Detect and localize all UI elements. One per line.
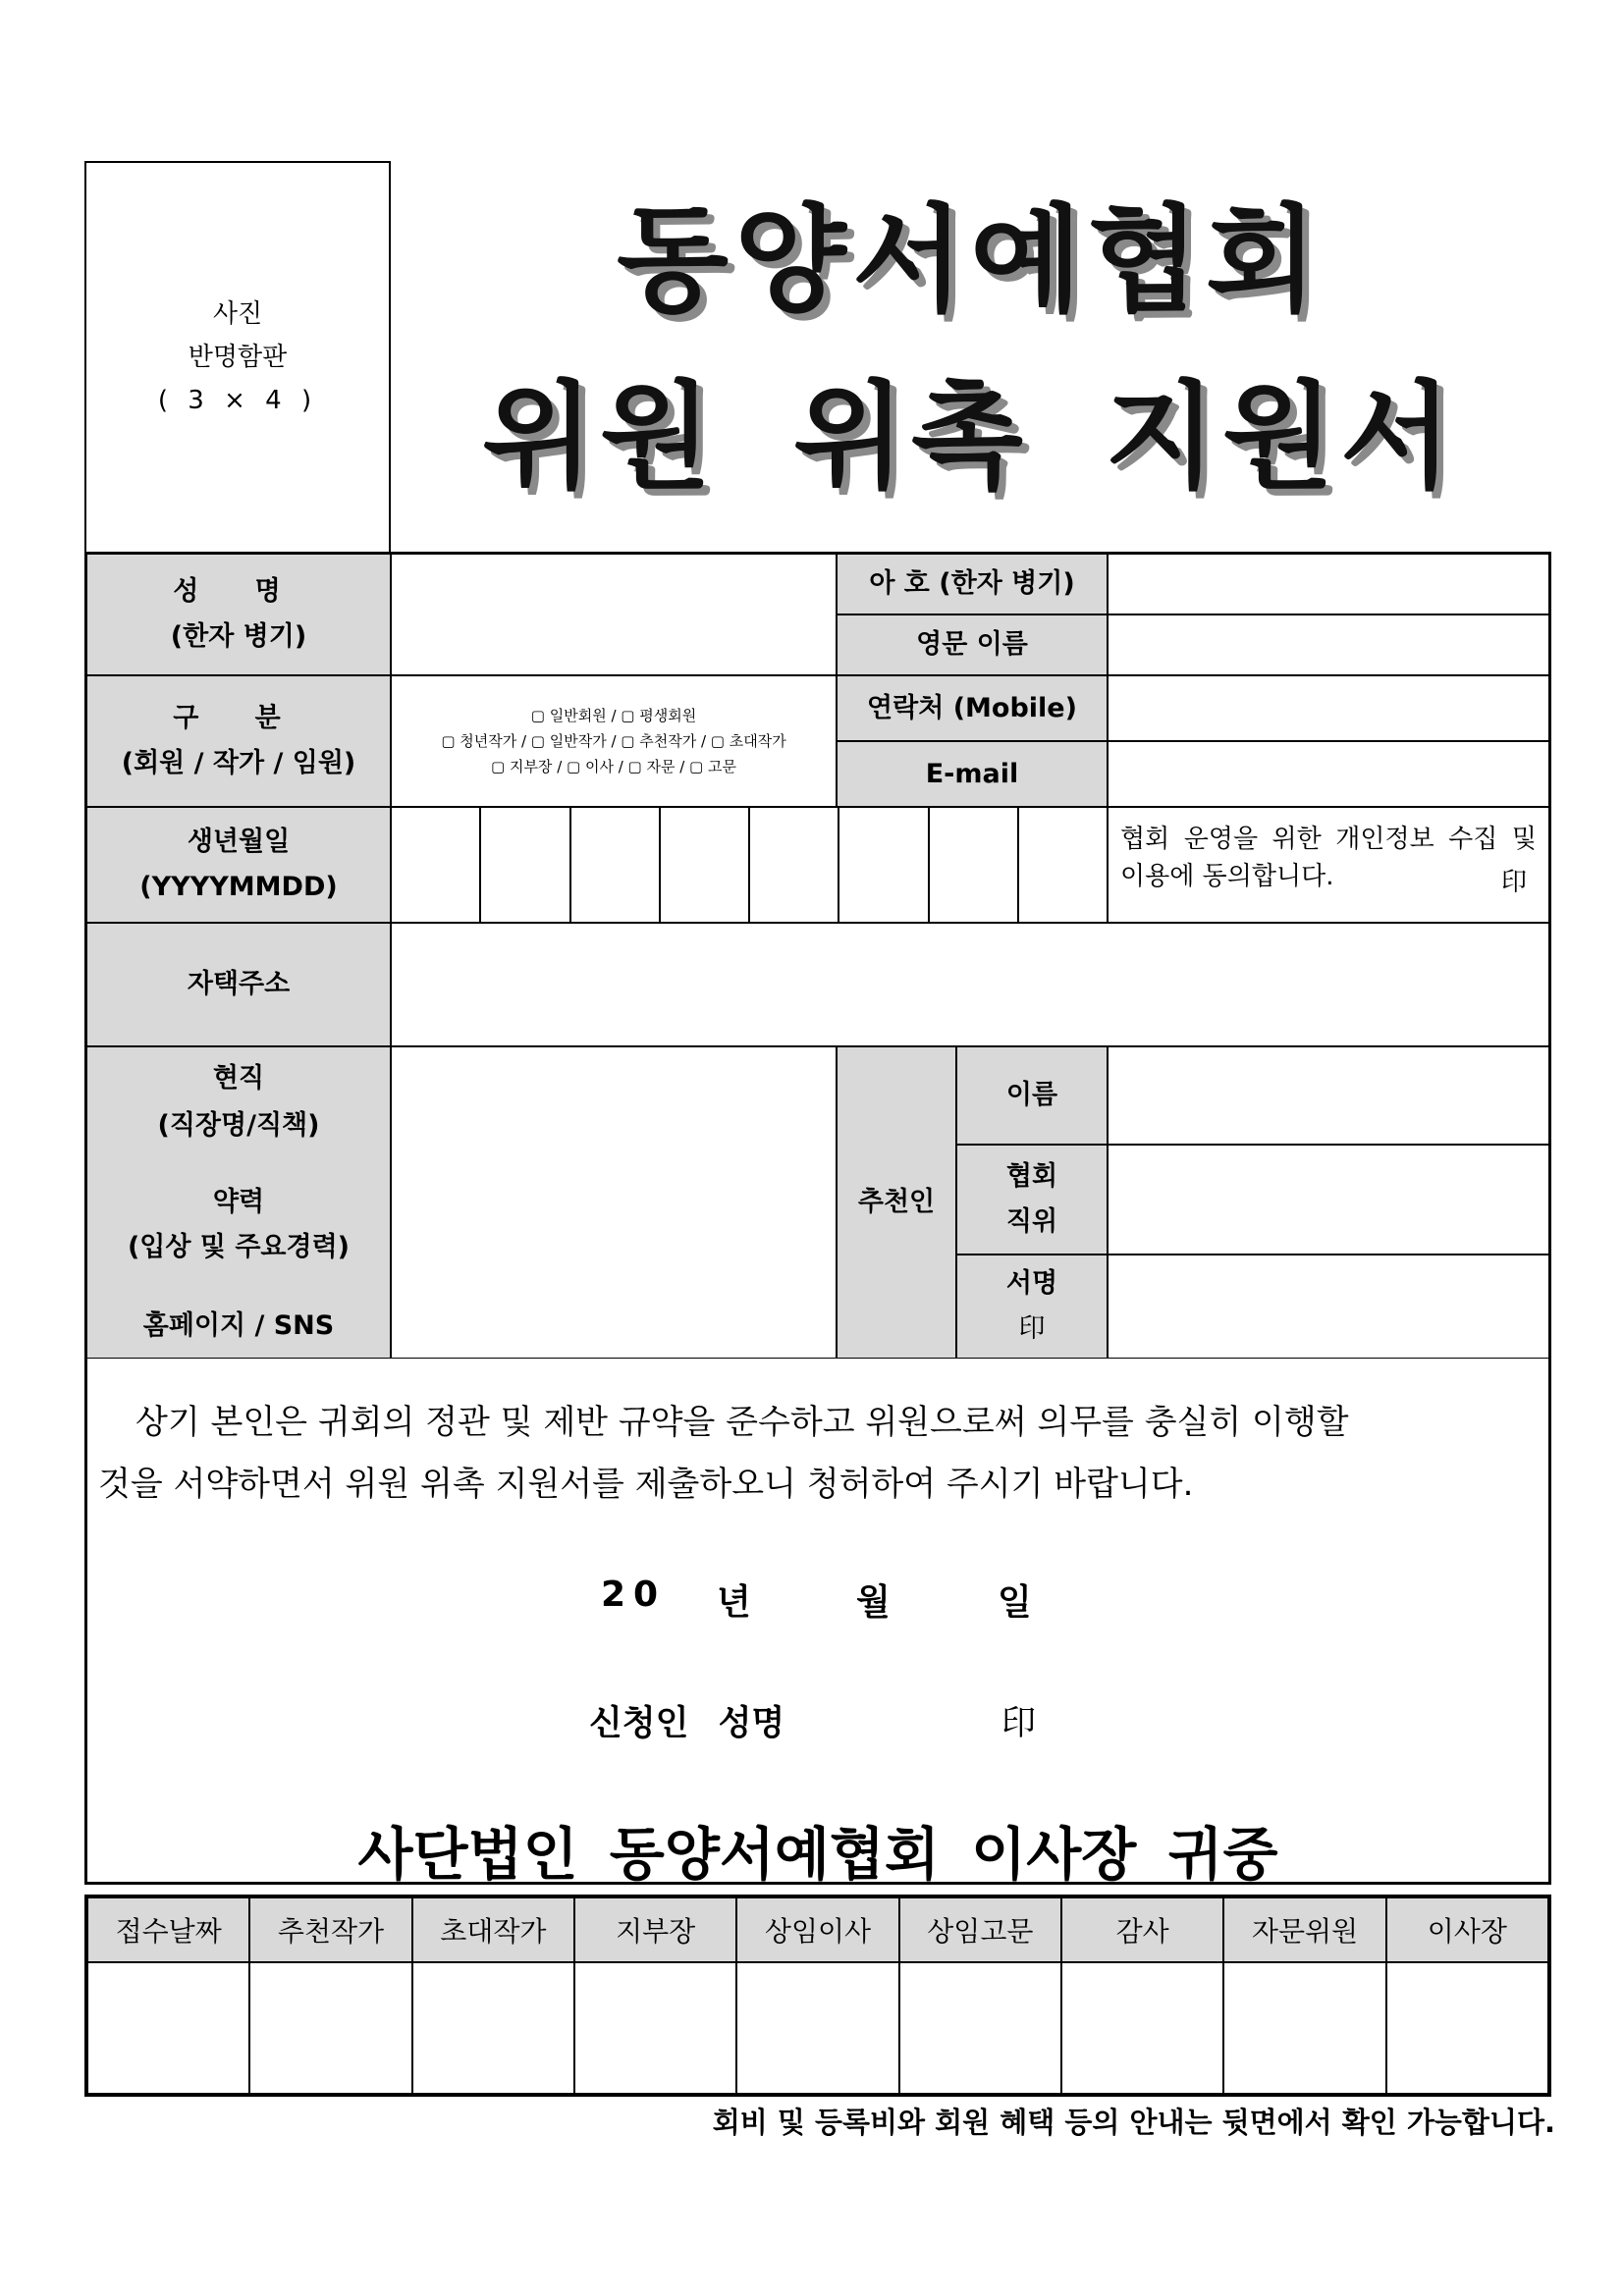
- photo-box-line2: 반명함판: [188, 342, 288, 372]
- career-field[interactable]: [391, 1046, 837, 1359]
- address-label: 자택주소: [187, 969, 291, 1000]
- approval-stamp-cell-7[interactable]: [1223, 1962, 1385, 2094]
- approval-stamp-cell-2[interactable]: [412, 1962, 574, 2094]
- date-year: 20: [601, 1575, 667, 1615]
- birth-label-cell: [86, 807, 391, 923]
- pen-name-label-cell: [837, 554, 1108, 614]
- rec-position-label2: 직위: [1005, 1206, 1058, 1237]
- email-label: E-mail: [925, 758, 1019, 789]
- birth-digit-3[interactable]: [570, 807, 660, 923]
- email-field[interactable]: [1108, 741, 1549, 807]
- rec-position-label1: 협회: [1005, 1161, 1058, 1193]
- rec-sign-label-cell: [956, 1255, 1108, 1359]
- approval-header-0: 접수날짜: [87, 1897, 249, 1962]
- address-label-cell: [86, 923, 391, 1046]
- date-line: [589, 1575, 1080, 1624]
- category-option-row1[interactable]: ▢ 일반회원 / ▢ 평생회원: [530, 706, 697, 724]
- photo-box-line1: 사진: [212, 298, 263, 329]
- pen-name-field[interactable]: [1108, 554, 1549, 614]
- homepage-label: 홈페이지 / SNS: [142, 1310, 335, 1341]
- birth-digit-5[interactable]: [749, 807, 839, 923]
- rec-name-field[interactable]: [1108, 1046, 1549, 1145]
- category-label: 구 분: [173, 703, 304, 734]
- approval-header-2: 초대작가: [412, 1897, 574, 1962]
- address-field[interactable]: [391, 923, 1549, 1046]
- addressee: 사단법인 동양서예협회 이사장 귀중: [357, 1821, 1278, 1888]
- consent-text: 협회 운영을 위한 개인정보 수집 및 이용에 동의합니다.: [1120, 825, 1537, 891]
- email-label-cell: [837, 741, 1108, 807]
- consent-cell[interactable]: [1108, 807, 1549, 923]
- approval-header-1: 추천작가: [249, 1897, 411, 1962]
- category-option-row2[interactable]: ▢ 청년작가 / ▢ 일반작가 / ▢ 추천작가 / ▢ 초대작가: [441, 731, 786, 750]
- birth-digit-2[interactable]: [480, 807, 569, 923]
- approval-header-4: 상임이사: [736, 1897, 898, 1962]
- category-label-cell: [86, 675, 391, 807]
- name-label: 성 명: [173, 576, 304, 608]
- recommender-label-cell: [837, 1046, 956, 1359]
- page-title: [391, 177, 1549, 550]
- footer-note: 회비 및 등록비와 회원 혜택 등의 안내는 뒷면에서 확인 가능합니다.: [712, 2106, 1555, 2139]
- approval-stamp-cell-1[interactable]: [249, 1962, 411, 2094]
- birth-sub-label: (YYYYMMDD): [139, 872, 338, 902]
- consent-seal: 印: [1500, 868, 1527, 898]
- rec-name-label: 이름: [1005, 1080, 1058, 1111]
- birth-digit-1[interactable]: [391, 807, 480, 923]
- mobile-label-cell: [837, 675, 1108, 741]
- mobile-label: 연락처 (Mobile): [867, 692, 1077, 723]
- approval-header-5: 상임고문: [899, 1897, 1061, 1962]
- approval-stamp-cell-8[interactable]: [1386, 1962, 1548, 2094]
- english-name-label: 영문 이름: [916, 629, 1028, 661]
- job-sub-label: (직장명/직책): [157, 1110, 320, 1141]
- rec-sign-seal: 印: [1018, 1313, 1046, 1344]
- approval-header-6: 감사: [1061, 1897, 1223, 1962]
- date-year-unit: 년: [717, 1582, 751, 1623]
- birth-digit-6[interactable]: [839, 807, 928, 923]
- applicant-seal: 印: [1001, 1704, 1037, 1743]
- birth-digit-4[interactable]: [660, 807, 749, 923]
- mobile-field[interactable]: [1108, 675, 1549, 741]
- rec-position-field[interactable]: [1108, 1145, 1549, 1255]
- approval-stamp-cell-3[interactable]: [574, 1962, 736, 2094]
- pledge-statement: [98, 1392, 1542, 1516]
- job-label: 현직: [212, 1063, 265, 1094]
- birth-digit-8[interactable]: [1018, 807, 1108, 923]
- pledge-line1: 상기 본인은 귀회의 정관 및 제반 규약을 준수하고 위원으로써 의무를 충실히 이행할: [135, 1403, 1349, 1442]
- approval-stamp-cell-6[interactable]: [1061, 1962, 1223, 2094]
- approval-stamp-cell-5[interactable]: [899, 1962, 1061, 2094]
- approval-header-8: 이사장: [1386, 1897, 1548, 1962]
- approval-header-3: 지부장: [574, 1897, 736, 1962]
- pledge-line2: 것을 서약하면서 위원 위촉 지원서를 제출하오니 청허하여 주시기 바랍니다.: [98, 1464, 1194, 1504]
- applicant-label: 신청인 성명: [589, 1704, 785, 1743]
- rec-sign-label: 서명: [1005, 1268, 1058, 1300]
- english-name-field[interactable]: [1108, 614, 1549, 675]
- date-month-unit: 월: [856, 1582, 891, 1623]
- rec-sign-field[interactable]: [1108, 1255, 1549, 1359]
- pen-name-label: 아 호 (한자 병기): [869, 568, 1075, 600]
- name-label-cell: [86, 554, 391, 675]
- name-field[interactable]: [391, 554, 837, 675]
- career-sub-label: (입상 및 주요경력): [127, 1232, 351, 1262]
- title-line2: 위원 위촉 지원서: [481, 369, 1459, 505]
- career-label-cell: [86, 1046, 391, 1359]
- approval-stamp-cell-4[interactable]: [736, 1962, 898, 2094]
- photo-box-line3: ( 3 × 4 ): [157, 386, 318, 416]
- approval-header-7: 자문위원: [1223, 1897, 1385, 1962]
- applicant-line: [589, 1696, 1080, 1745]
- rec-name-label-cell: [956, 1046, 1108, 1145]
- photo-box: [84, 161, 391, 554]
- title-line1: 동양서예협회: [617, 192, 1324, 328]
- category-option-row3[interactable]: ▢ 지부장 / ▢ 이사 / ▢ 자문 / ▢ 고문: [491, 758, 736, 776]
- category-options[interactable]: [391, 675, 837, 807]
- birth-label: 생년월일: [187, 827, 291, 858]
- rec-position-label-cell: [956, 1145, 1108, 1255]
- approval-stamp-cell-0[interactable]: [87, 1962, 249, 2094]
- recommender-label: 추천인: [857, 1187, 936, 1218]
- english-name-label-cell: [837, 614, 1108, 675]
- date-day-unit: 일: [998, 1582, 1032, 1623]
- birth-digit-7[interactable]: [929, 807, 1018, 923]
- career-label: 약력: [212, 1187, 265, 1217]
- name-sub-label: (한자 병기): [170, 621, 307, 652]
- category-sub-label: (회원 / 작가 / 임원): [121, 748, 356, 778]
